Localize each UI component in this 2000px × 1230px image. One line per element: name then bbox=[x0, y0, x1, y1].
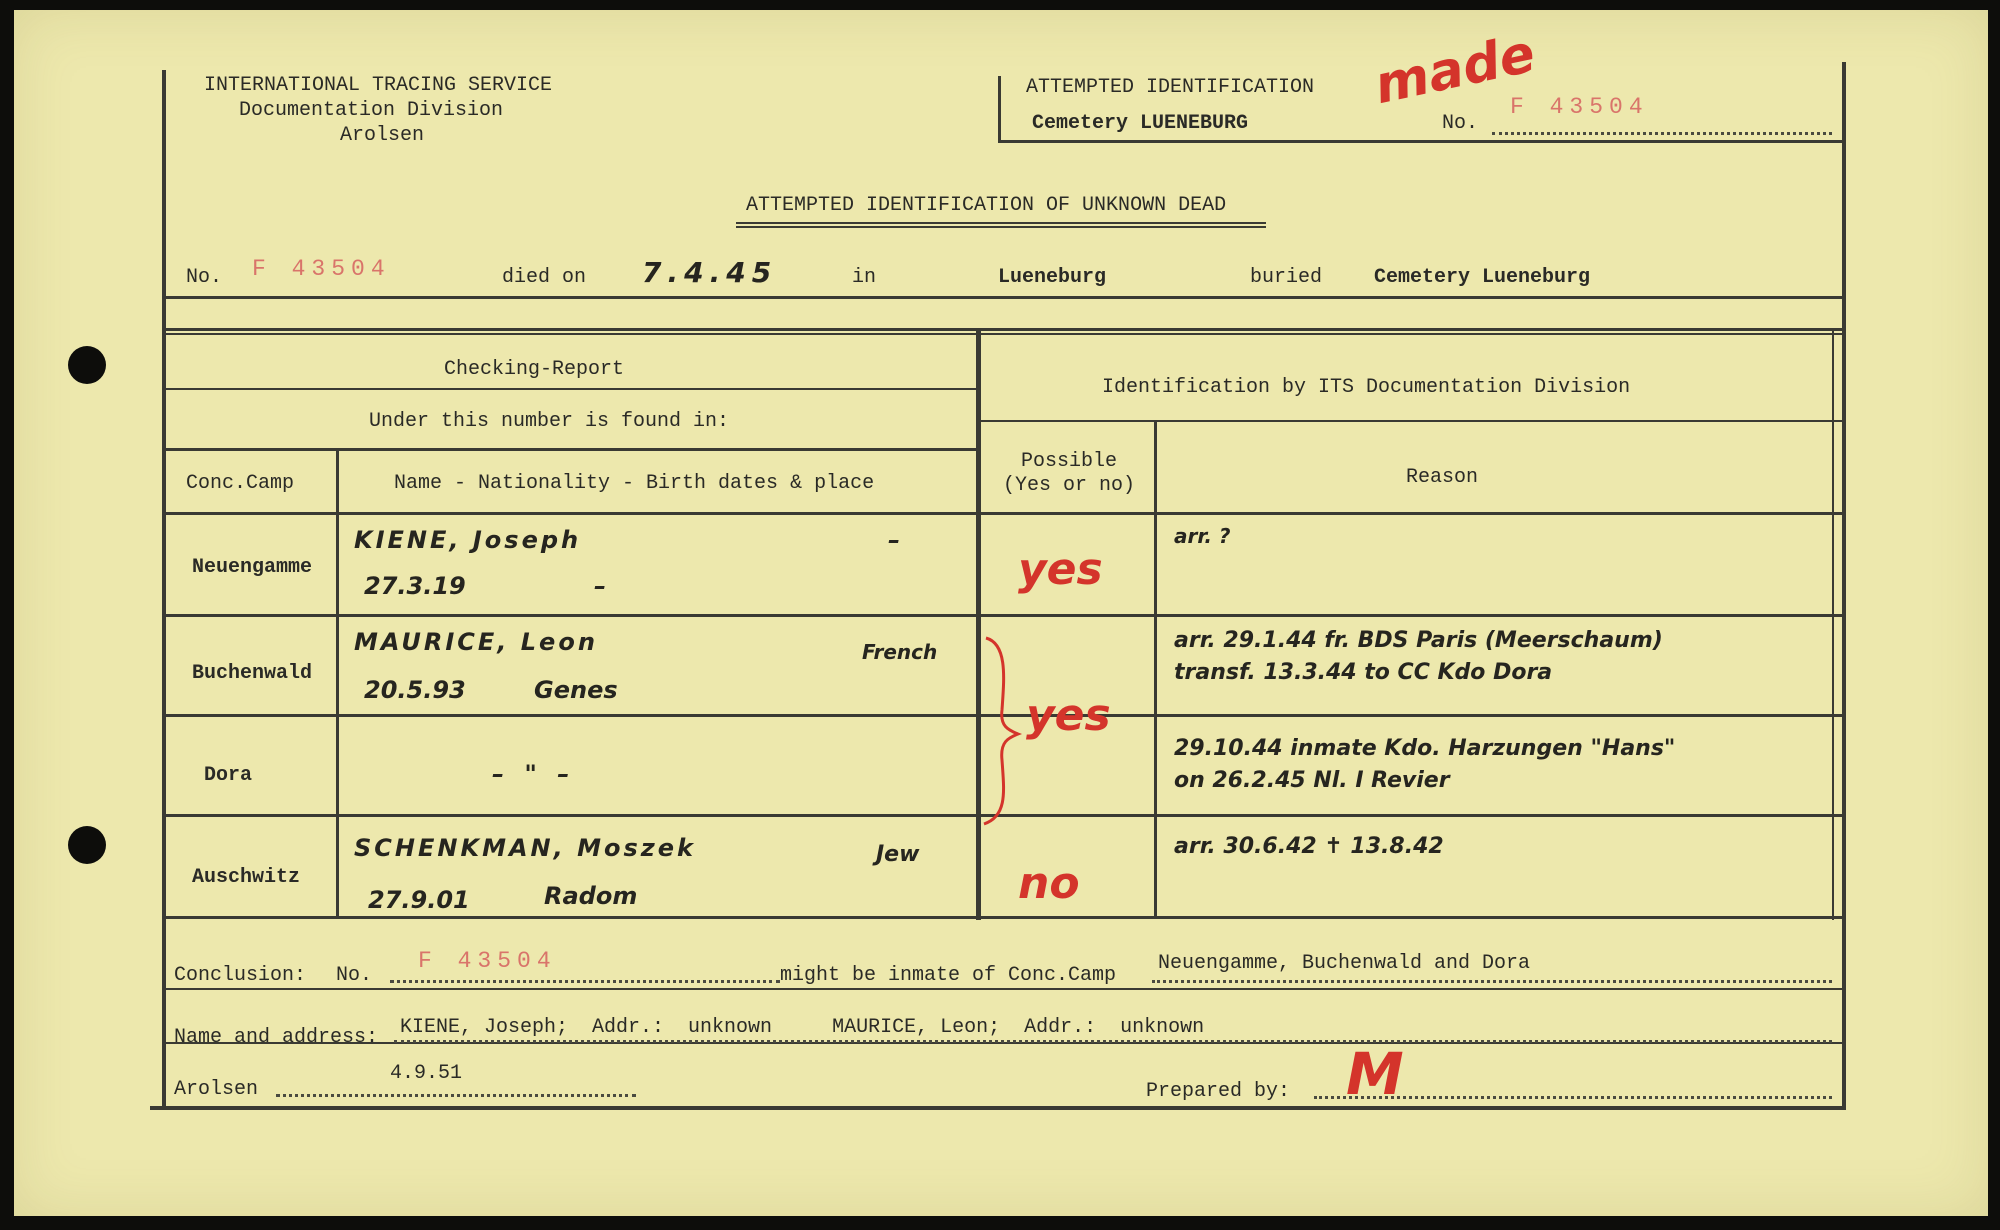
punch-hole-top bbox=[68, 346, 106, 384]
form-title-underline-2 bbox=[736, 226, 1266, 228]
inner-right-edge bbox=[1832, 330, 1834, 920]
document-card bbox=[14, 10, 1988, 1216]
row-camp: Dora bbox=[204, 764, 253, 787]
org-line-3: Arolsen bbox=[340, 124, 425, 147]
col-header-name: Name - Nationality - Birth dates & place bbox=[394, 472, 875, 495]
header-box-left bbox=[998, 76, 1001, 142]
conclusion-no-dots bbox=[390, 980, 780, 983]
row-dates: 20.5.93 bbox=[364, 676, 466, 704]
row-camp: Buchenwald bbox=[192, 662, 313, 685]
row-dates: 27.3.19 bbox=[364, 572, 466, 600]
col-header-reason: Reason bbox=[1406, 466, 1479, 489]
conclusion-camps-dots bbox=[1152, 980, 1832, 983]
row-reason-2: on 26.2.45 Nl. I Revier bbox=[1174, 768, 1450, 793]
header-no-dots bbox=[1492, 132, 1832, 135]
row-reason-2: transf. 13.3.44 to CC Kdo Dora bbox=[1174, 660, 1553, 685]
conclusion-label: Conclusion: bbox=[174, 964, 307, 987]
row-name: – " – bbox=[492, 760, 576, 788]
conclusion-no-value: F 43504 bbox=[418, 948, 557, 974]
header-cemetery: Cemetery LUENEBURG bbox=[1032, 112, 1249, 135]
name-address-value: KIENE, Joseph; Addr.: unknown MAURICE, Leon; Addr.: unknown bbox=[400, 1016, 1205, 1039]
died-value: 7.4.45 bbox=[642, 256, 778, 289]
row-nationality: French bbox=[862, 640, 938, 664]
name-address-dots bbox=[394, 1040, 1832, 1043]
form-title-underline bbox=[736, 222, 1266, 224]
row-nationality: – bbox=[888, 526, 900, 554]
row-reason-1: arr. 29.1.44 fr. BDS Paris (Meerschaum) bbox=[1174, 628, 1663, 653]
checking-subtitle-rule bbox=[164, 448, 978, 451]
checking-report-subtitle: Under this number is found in: bbox=[369, 410, 730, 433]
row-camp: Auschwitz bbox=[192, 866, 301, 889]
row-possible-bracketed: yes bbox=[1026, 690, 1111, 741]
buried-value: Cemetery Lueneburg bbox=[1374, 266, 1591, 289]
prepared-by-label: Prepared by: bbox=[1146, 1080, 1291, 1103]
checking-report-title: Checking-Report bbox=[444, 358, 625, 381]
conclusion-no-label: No. bbox=[336, 964, 373, 987]
frame-left bbox=[162, 70, 166, 1110]
handwritten-note: made bbox=[1369, 23, 1541, 117]
col-header-possible: Possible (Yes or no) bbox=[1002, 450, 1136, 497]
died-label: died on bbox=[502, 266, 587, 289]
row4-rule bbox=[164, 916, 1844, 919]
row-place: – bbox=[594, 572, 606, 600]
ident-title: Identification by ITS Documentation Division bbox=[1102, 376, 1631, 399]
row-dates: 27.9.01 bbox=[368, 886, 470, 914]
row-reason-1: arr. 30.6.42 ✝ 13.8.42 bbox=[1174, 834, 1444, 859]
org-line-2: Documentation Division bbox=[239, 99, 504, 122]
row-reason-1: arr. ? bbox=[1174, 524, 1231, 548]
conclusion-mid-text: might be inmate of Conc.Camp bbox=[780, 964, 1117, 987]
checking-ident-divider bbox=[976, 330, 981, 920]
death-no-value: F 43504 bbox=[252, 256, 391, 282]
row-name: KIENE, Joseph bbox=[354, 526, 582, 554]
header-no-value: F 43504 bbox=[1510, 94, 1649, 120]
buried-label: buried bbox=[1250, 266, 1323, 289]
frame-bottom bbox=[150, 1106, 1846, 1110]
row-possible: no bbox=[1018, 858, 1080, 909]
row-place: Radom bbox=[544, 882, 638, 910]
footer-date-dots bbox=[276, 1094, 636, 1097]
name-address-label: Name and address: bbox=[174, 1026, 379, 1049]
table-top-rule-2 bbox=[164, 333, 1844, 335]
row-possible: yes bbox=[1018, 544, 1103, 595]
death-place: Lueneburg bbox=[998, 266, 1107, 289]
row-reason-1: 29.10.44 inmate Kdo. Harzungen "Hans" bbox=[1174, 736, 1676, 761]
row-camp: Neuengamme bbox=[192, 556, 313, 579]
possible-reason-divider bbox=[1154, 420, 1157, 918]
ident-title-rule bbox=[980, 420, 1844, 422]
row-place: Genes bbox=[534, 676, 618, 704]
prepared-by-initials: M bbox=[1346, 1040, 1404, 1108]
bracket-mark bbox=[974, 630, 1034, 830]
death-line-rule bbox=[164, 296, 1844, 299]
checking-title-rule bbox=[164, 388, 978, 390]
row-name: MAURICE, Leon bbox=[354, 628, 598, 656]
footer-date: 4.9.51 bbox=[390, 1062, 463, 1085]
row-nationality: Jew bbox=[876, 842, 920, 867]
table-top-rule-1 bbox=[164, 328, 1844, 331]
death-no-label: No. bbox=[186, 266, 223, 289]
frame-right bbox=[1842, 62, 1846, 1110]
camp-name-divider bbox=[336, 450, 339, 918]
punch-hole-bottom bbox=[68, 826, 106, 864]
in-label: in bbox=[852, 266, 877, 289]
header-no-label: No. bbox=[1442, 112, 1479, 135]
form-title: ATTEMPTED IDENTIFICATION OF UNKNOWN DEAD bbox=[746, 194, 1227, 217]
header-box-bottom bbox=[998, 140, 1844, 143]
col-header-rule bbox=[164, 512, 1844, 515]
conclusion-rule bbox=[164, 988, 1844, 990]
row-name: SCHENKMAN, Moszek bbox=[354, 834, 696, 862]
conclusion-camps: Neuengamme, Buchenwald and Dora bbox=[1158, 952, 1531, 975]
footer-place: Arolsen bbox=[174, 1078, 259, 1101]
col-header-camp: Conc.Camp bbox=[186, 472, 295, 495]
header-box-title: ATTEMPTED IDENTIFICATION bbox=[1026, 76, 1315, 99]
org-line-1: INTERNATIONAL TRACING SERVICE bbox=[204, 74, 553, 97]
row1-rule bbox=[164, 614, 1844, 617]
